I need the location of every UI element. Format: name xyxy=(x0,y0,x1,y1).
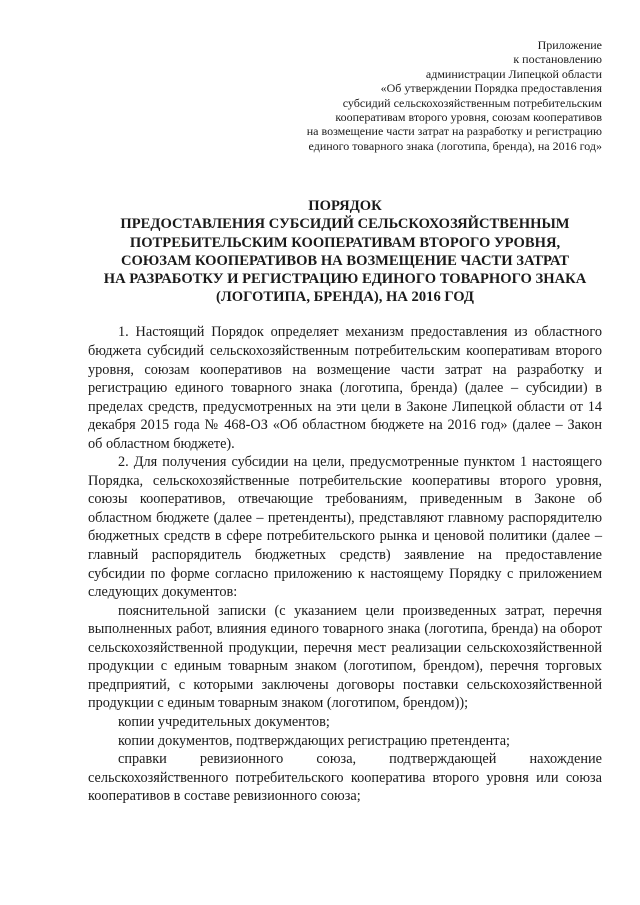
annex-line: к постановлению xyxy=(513,52,602,67)
list-item-founding-documents: копии учредительных документов; xyxy=(118,713,330,730)
list-item-explanatory-note: пояснительной записки (с указанием цели произведенных затрат, перечня выполненных работ, влияния единого товарного знака (логотипа, бренда) на оборот сельскохозяйственной продукции, перечня мест реализации сельскохозяйственной продукции с единым товарным знаком (логотипом, брендом), перечня торговых предприятий, с которыми заключены договоры поставки сельскохозяйственной продукции с единым товарным знаком (логотипом, брендом)); xyxy=(88,602,602,712)
annex-line: субсидий сельскохозяйственным потребительским xyxy=(342,95,602,110)
title-line: ПРЕДОСТАВЛЕНИЯ СУБСИДИЙ СЕЛЬСКОХОЗЯЙСТВЕННЫМ xyxy=(120,216,570,233)
list-item-registration-documents: копии документов, подтверждающих регистрацию претендента; xyxy=(118,732,511,749)
annex-line: Приложение xyxy=(537,38,602,52)
title-line: СОЮЗАМ КООПЕРАТИВОВ НА ВОЗМЕЩЕНИЕ ЧАСТИ ЗАТРАТ xyxy=(120,252,570,269)
title-line: ПОТРЕБИТЕЛЬСКИМ КООПЕРАТИВАМ ВТОРОГО УРОВНЯ, xyxy=(129,234,561,251)
paragraph-2: 2. Для получения субсидии на цели, предусмотренные пунктом 1 настоящего Порядка, сельскохозяйственные потребительские кооперативы второго уровня, союзы кооперативов, отвечающие требованиям, приведенным в Законе об областном бюджете (далее – претенденты), представляют главному распорядителю бюджетных средств в сфере потребительского рынка и ценовой политики (далее – главный распорядитель бюджетных средств) заявление на предоставление субсидии по форме согласно приложению к настоящему Порядку с приложением следующих документов: xyxy=(88,454,602,601)
list-item-audit-union-certificate: справки ревизионного союза, подтверждающей нахождение сельскохозяйственного потребительского кооператива второго уровня или союза кооперативов в составе ревизионного союза; xyxy=(88,751,602,805)
document-title xyxy=(88,197,602,306)
annex-line: единого товарного знака (логотипа, бренда), на 2016 год» xyxy=(308,138,602,153)
document-body xyxy=(88,323,602,805)
paragraph-1: 1. Настоящий Порядок определяет механизм предоставления из областного бюджета субсидий сельскохозяйственным потребительским кооперативам второго уровня, союзам кооперативов на возмещение части затрат на разработку и регистрацию единого товарного знака (логотипа, бренда) (далее – субсидии) в пределах средств, предусмотренных на эти цели в Законе Липецкой области от 14 декабря 2015 года № 468-ОЗ «Об областном бюджете на 2016 год» (далее – Закон об областном бюджете). xyxy=(88,324,602,452)
title-line: НА РАЗРАБОТКУ И РЕГИСТРАЦИЮ ЕДИНОГО ТОВАРНОГО ЗНАКА xyxy=(103,271,587,288)
title-line: ПОРЯДОК xyxy=(308,198,382,215)
annex-line: администрации Липецкой области xyxy=(425,66,602,81)
annex-line: «Об утверждении Порядка предоставления xyxy=(380,81,602,96)
annex-line: на возмещение части затрат на разработку и регистрацию xyxy=(306,124,602,139)
title-line: (ЛОГОТИПА, БРЕНДА), НА 2016 ГОД xyxy=(216,289,474,306)
annex-header xyxy=(88,38,602,153)
annex-line: кооперативам второго уровня, союзам кооперативов xyxy=(335,110,602,125)
